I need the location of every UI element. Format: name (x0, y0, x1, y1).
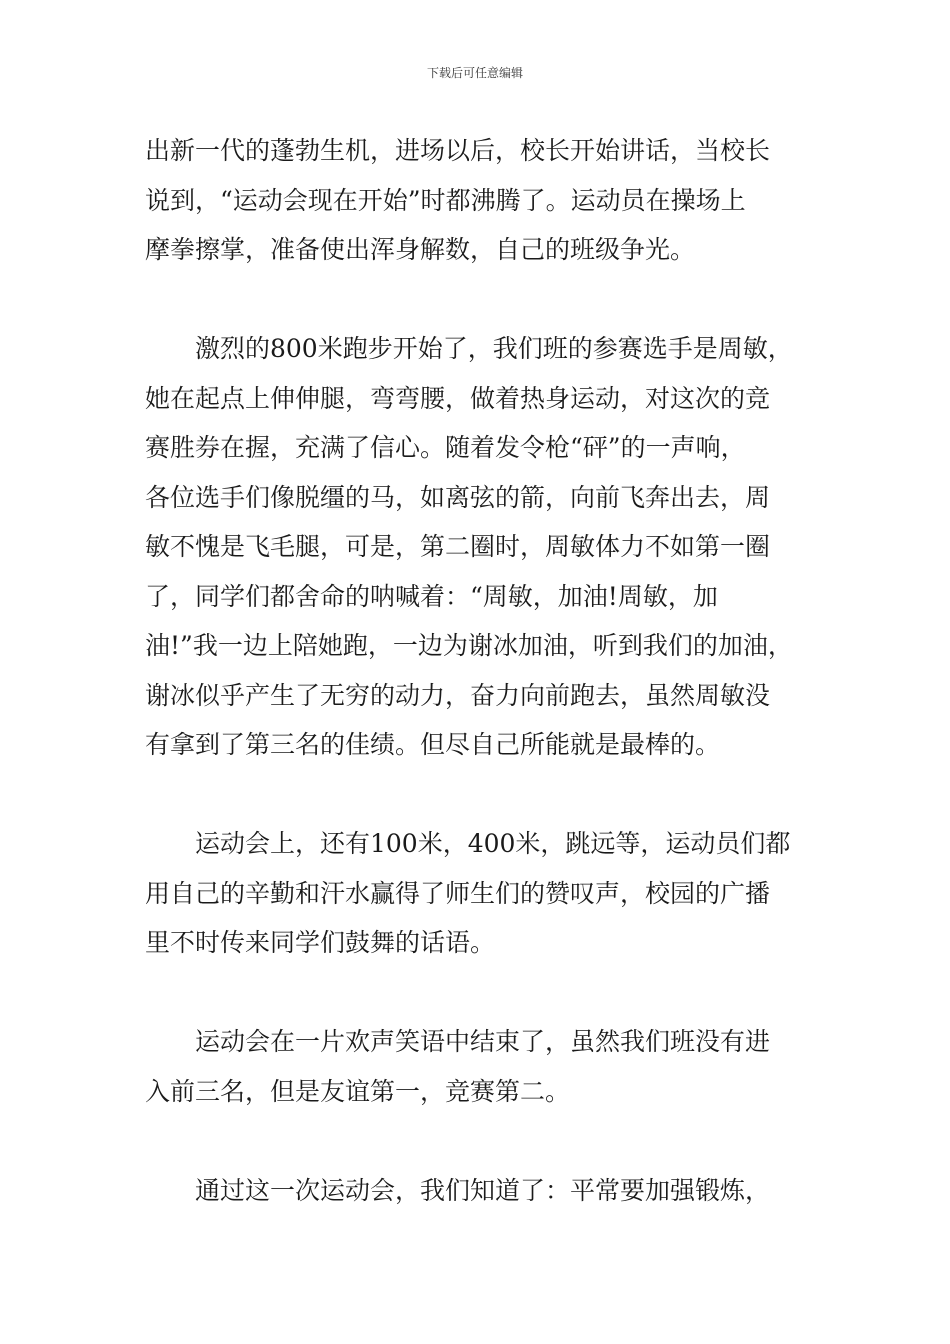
paragraph-5 (145, 1166, 825, 1216)
text-line: 说到，“运动会现在开始”时都沸腾了。运动员在操场上 (145, 185, 746, 215)
text-line: 谢冰似乎产生了无穷的动力，奋力向前跑去，虽然周敏没 (145, 680, 771, 710)
paragraph-3 (145, 819, 825, 968)
paragraph-gap (145, 275, 825, 325)
paragraph-gap (145, 1116, 825, 1166)
text-line: 赛胜券在握，充满了信心。随着发令枪“砰”的一声响， (145, 433, 746, 462)
text-line: 油!”我一边上陪她跑，一边为谢冰加油，听到我们的加油， (145, 631, 793, 660)
text-line: 激烈的800米跑步开始了，我们班的参赛选手是周敏， (145, 334, 793, 363)
text-line: 敏不愧是飞毛腿，可是，第二圈时，周敏体力不如第一圈 (145, 532, 771, 561)
page-header: 下载后可任意编辑 (426, 66, 523, 80)
paragraph-gap (145, 968, 825, 1018)
text-line: 用自己的辛勤和汗水赢得了师生们的赞叹声，校园的广播 (145, 878, 771, 908)
paragraph-4 (145, 1017, 825, 1116)
text-line: 通过这一次运动会，我们知道了：平常要加强锻炼， (145, 1175, 771, 1205)
text-line: 入前三名，但是友谊第一，竞赛第二。 (145, 1076, 571, 1106)
text-line: 摩拳擦掌，准备使出浑身解数，自己的班级争光。 (145, 235, 696, 264)
text-line: 各位选手们像脱缰的马，如离弦的箭，向前飞奔出去，周 (145, 482, 771, 512)
text-line: 有拿到了第三名的佳绩。但尽自己所能就是最棒的。 (145, 730, 721, 759)
text-line: 她在起点上伸伸腿，弯弯腰，做着热身运动，对这次的竞 (145, 383, 771, 413)
text-line: 运动会在一片欢声笑语中结束了，虽然我们班没有进 (145, 1027, 771, 1056)
paragraph-gap (145, 770, 825, 820)
paragraph-2 (145, 324, 825, 770)
document-body (145, 126, 825, 1215)
text-line: 里不时传来同学们鼓舞的话语。 (145, 928, 496, 957)
paragraph-1 (145, 126, 825, 275)
text-line: 出新一代的蓬勃生机，进场以后，校长开始讲话，当校长 (145, 136, 771, 165)
text-line: 运动会上，还有100米，400米，跳远等，运动员们都 (145, 829, 791, 858)
text-line: 了，同学们都舍命的呐喊着：“周敏，加油!周敏，加 (145, 581, 718, 611)
